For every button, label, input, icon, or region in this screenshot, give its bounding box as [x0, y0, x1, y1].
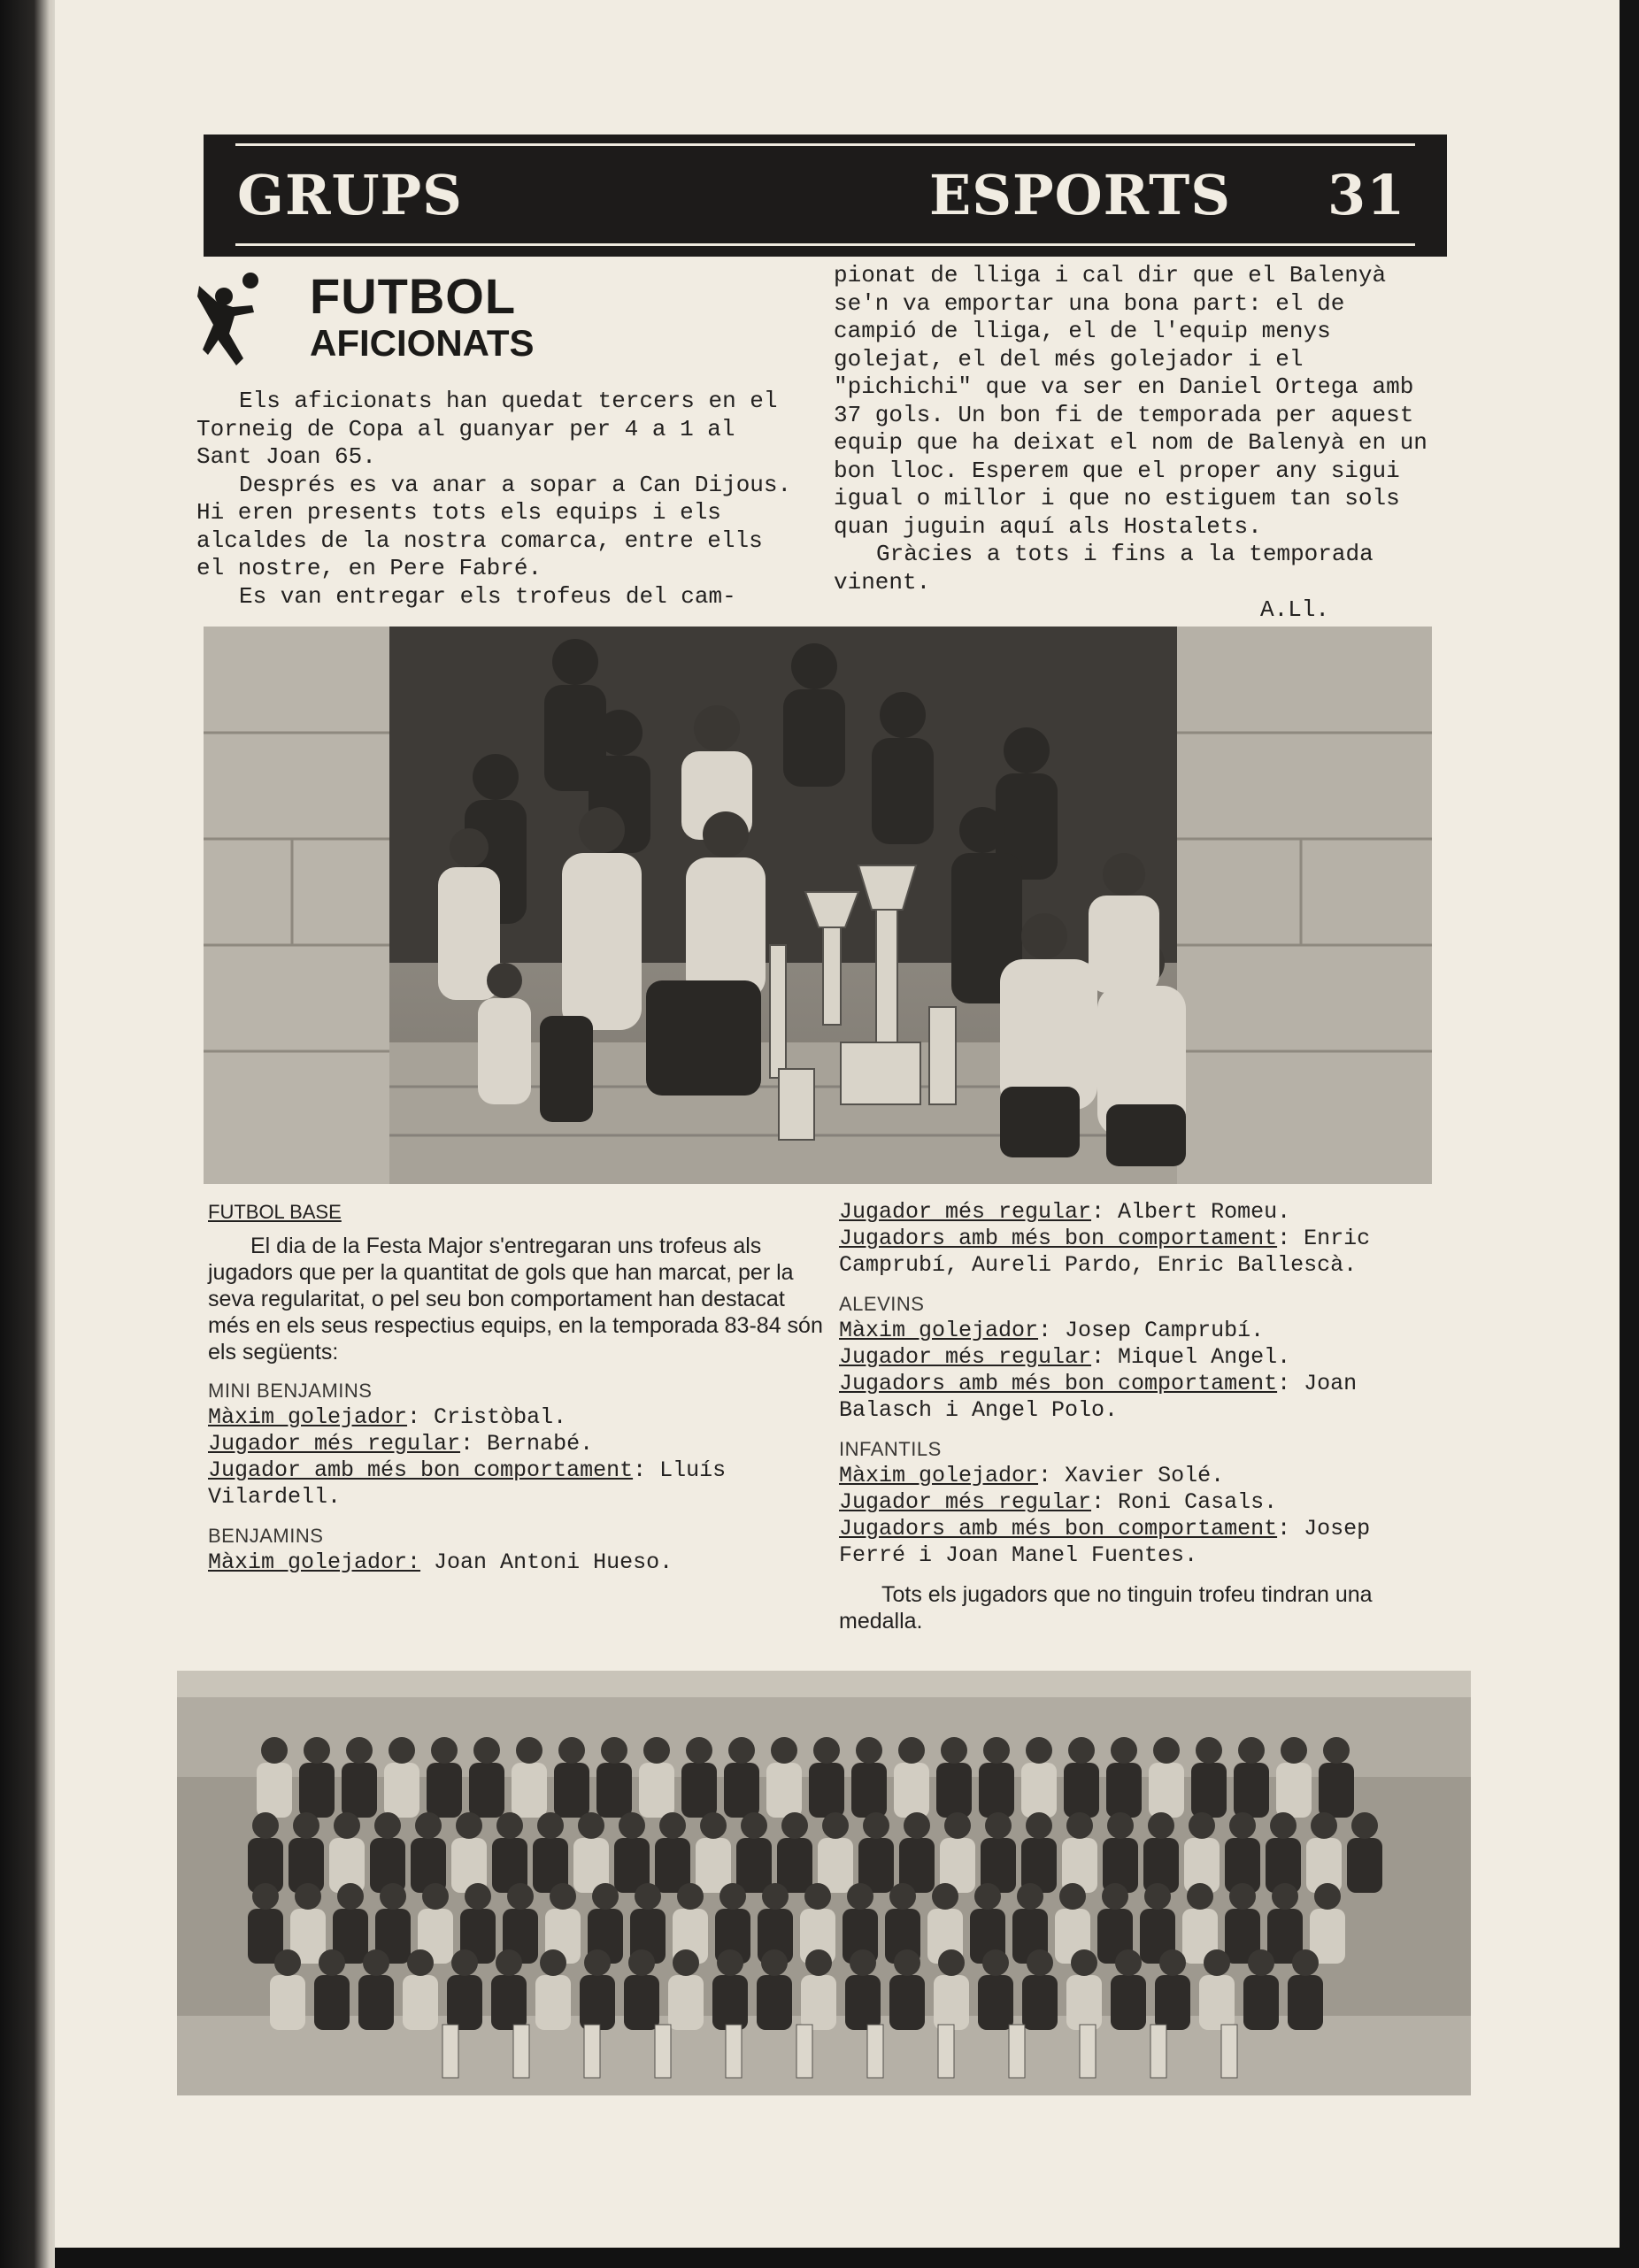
award-line [839, 1199, 1441, 1226]
award-label: Jugadors amb més bon comportament [839, 1371, 1278, 1396]
award-line [208, 1549, 827, 1576]
paragraph: Gràcies a tots i fins a la temporada vinent. [834, 541, 1374, 596]
award-label: Màxim golejador [839, 1318, 1039, 1343]
article-title: FUTBOL [310, 268, 517, 324]
award-line [839, 1489, 1441, 1516]
award-label: Jugador més regular [839, 1489, 1092, 1515]
award-value: : Miquel Angel. [1091, 1344, 1291, 1370]
award-value: Joan Antoni Hueso. [420, 1549, 673, 1575]
award-value: : Cristòbal. [407, 1404, 567, 1430]
banner-top-rule [235, 143, 1415, 146]
section-header-banner [204, 135, 1447, 257]
award-label: Jugadors amb més bon comportament [839, 1516, 1278, 1541]
award-label: Jugadors amb més bon comportament [839, 1226, 1278, 1251]
paragraph: Després es va anar a sopar a Can Dijous. Hi eren presents tots els equips i els alcaldes de la nostra comarca, entre ells el nostre, en Pere Fabré. [196, 471, 792, 581]
page-bottom-edge [55, 2248, 1639, 2268]
award-value: : Josep Camprubí. [1038, 1318, 1265, 1343]
award-value: : Bernabé. [460, 1431, 594, 1457]
award-line [208, 1457, 827, 1511]
award-line [208, 1431, 827, 1457]
award-value: : Xavier Solé. [1038, 1463, 1225, 1488]
award-line [839, 1344, 1441, 1371]
award-line [839, 1226, 1441, 1279]
award-line [839, 1463, 1441, 1489]
article-column-1 [196, 388, 798, 611]
award-line [839, 1318, 1441, 1344]
award-value: : Josep Ferré i Joan Manel Fuentes. [839, 1516, 1371, 1568]
binding-spine [0, 0, 62, 2268]
award-label: Màxim golejador: [208, 1549, 421, 1575]
award-label: Jugador més regular [839, 1199, 1092, 1225]
team-photo-aficionats [204, 627, 1432, 1184]
category-infantils: INFANTILS [839, 1438, 942, 1460]
team-photo-futbol-base [177, 1671, 1471, 2095]
award-line [839, 1371, 1441, 1424]
award-value: : Enric Camprubí, Aureli Pardo, Enric Ballescà. [839, 1226, 1371, 1278]
closing-paragraph: Tots els jugadors que no tinguin trofeu tindran una medalla. [839, 1582, 1373, 1634]
award-label: Màxim golejador [208, 1404, 408, 1430]
award-label: Jugador més regular [839, 1344, 1092, 1370]
category-alevins: ALEVINS [839, 1293, 925, 1315]
section-name-esports: ESPORTS [929, 163, 1232, 227]
photo-illustration [177, 1671, 1471, 2095]
award-label: Màxim golejador [839, 1463, 1039, 1488]
article-column-2 [834, 262, 1435, 625]
award-label: Jugador més regular [208, 1431, 461, 1457]
award-line [839, 1516, 1441, 1569]
section-title-futbol-base: FUTBOL BASE [208, 1201, 342, 1223]
banner-bottom-rule [235, 243, 1415, 246]
page-right-edge [1620, 0, 1639, 2268]
author-signature: A.Ll. [1259, 596, 1329, 623]
paragraph: Els aficionats han quedat tercers en el Torneig de Copa al guanyar per 4 a 1 al Sant Joan 65. [196, 388, 778, 470]
paragraph: Es van entregar els trofeus del cam- [239, 582, 736, 610]
award-line [208, 1404, 827, 1431]
football-kicker-icon [190, 270, 274, 372]
category-benjamins: BENJAMINS [208, 1525, 324, 1547]
futbol-base-column-1 [208, 1199, 827, 1576]
article-subtitle: AFICIONATS [310, 322, 535, 364]
category-mini-benjamins: MINI BENJAMINS [208, 1380, 373, 1402]
paragraph: El dia de la Festa Major s'entregaran uns trofeus als jugadors que per la quantitat de gols que han marcat, per la seva regularitat, o pel seu bon comportament han destacat més en els seus respectius equips, en la temporada 83-84 són els següents: [208, 1234, 823, 1365]
photo-illustration [204, 627, 1432, 1184]
award-value: : Joan Balasch i Angel Polo. [839, 1371, 1358, 1423]
award-label: Jugador amb més bon comportament [208, 1457, 634, 1483]
page-number: 31 [1327, 163, 1406, 227]
paragraph: pionat de lliga i cal dir que el Balenyà se'n va emportar una bona part: el de campió de lliga, el de l'equip menys golejat, el del més golejador i el "pichichi" que va ser en Daniel Ortega amb 37 gols. Un bon fi de temporada per aquest equip que ha deixat el nom de Balenyà en un bon lloc. Esperem que el proper any sigui igual o millor i que no estiguem tan sols quan juguin aquí als Hostalets. [834, 262, 1427, 540]
section-name-grups: GRUPS [237, 163, 463, 227]
award-value: : Lluís Vilardell. [208, 1457, 727, 1510]
futbol-base-column-2 [839, 1199, 1441, 1634]
award-value: : Albert Romeu. [1091, 1199, 1291, 1225]
award-value: : Roni Casals. [1091, 1489, 1278, 1515]
